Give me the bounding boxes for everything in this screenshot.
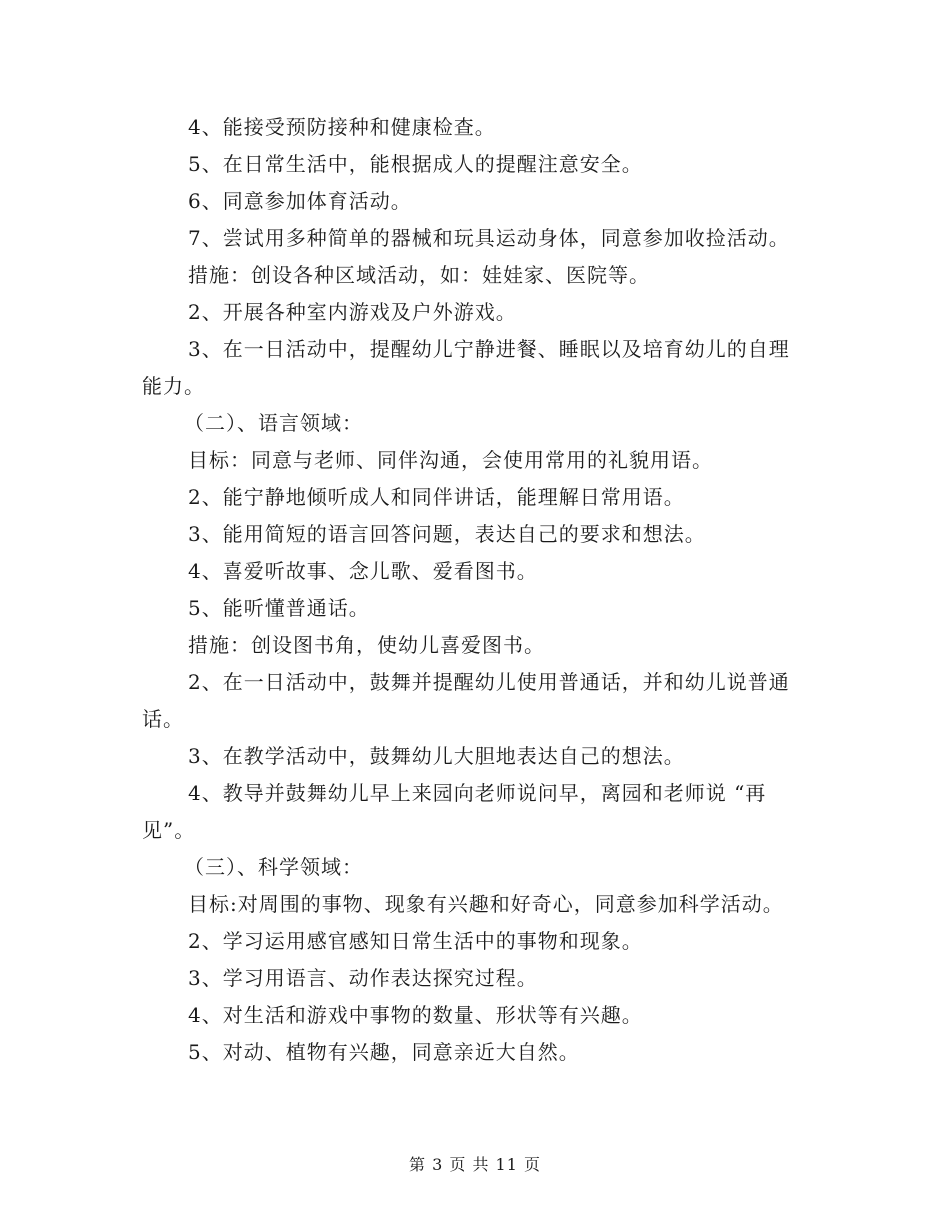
text-line: 4、教导并鼓舞幼儿早上来园向老师说问早，离园和老师说 “再 [188, 781, 767, 805]
text-line: 2、开展各种室内游戏及户外游戏。 [188, 300, 517, 324]
text-line: 措施：创设各种区域活动，如：娃娃家、医院等。 [188, 263, 650, 287]
text-line: 7、尝试用多种简单的器械和玩具运动身体，同意参加收捡活动。 [188, 226, 790, 250]
text-line: 目标:对周围的事物、现象有兴趣和好奇心，同意参加科学活动。 [188, 892, 784, 916]
text-line: 3、在一日活动中，提醒幼儿宁静进餐、睡眠以及培育幼儿的自理 [188, 337, 790, 361]
text-line: 5、在日常生活中，能根据成人的提醒注意安全。 [188, 152, 643, 176]
page-footer: 第 3 页 共 11 页 [409, 1155, 541, 1174]
text-line: 5、对动、植物有兴趣，同意亲近大自然。 [188, 1040, 580, 1064]
text-line: 目标：同意与老师、同伴沟通，会使用常用的礼貌用语。 [188, 448, 713, 472]
section-heading: （二）、语言领域： [184, 411, 363, 435]
text-line: 2、在一日活动中，鼓舞并提醒幼儿使用普通话，并和幼儿说普通 [188, 670, 790, 694]
text-line: 2、学习运用感官感知日常生活中的事物和现象。 [188, 929, 643, 953]
text-line: 能力。 [142, 374, 205, 398]
text-line: 3、学习用语言、动作表达探究过程。 [188, 966, 538, 990]
text-line: 3、在教学活动中，鼓舞幼儿大胆地表达自己的想法。 [188, 744, 685, 768]
text-line: 措施：创设图书角，使幼儿喜爱图书。 [188, 633, 545, 657]
text-line: 话。 [142, 707, 184, 731]
text-line: 4、喜爱听故事、念儿歌、爱看图书。 [188, 559, 538, 583]
text-line: 4、能接受预防接种和健康检查。 [188, 115, 496, 139]
text-line: 5、能听懂普通话。 [188, 596, 370, 620]
text-line: 见”。 [142, 818, 196, 842]
text-line: 4、对生活和游戏中事物的数量、形状等有兴趣。 [188, 1003, 643, 1027]
section-heading: （三）、科学领域： [184, 855, 363, 879]
text-line: 2、能宁静地倾听成人和同伴讲话，能理解日常用语。 [188, 485, 685, 509]
text-line: 3、能用简短的语言回答问题，表达自己的要求和想法。 [188, 522, 706, 546]
text-line: 6、同意参加体育活动。 [188, 189, 412, 213]
